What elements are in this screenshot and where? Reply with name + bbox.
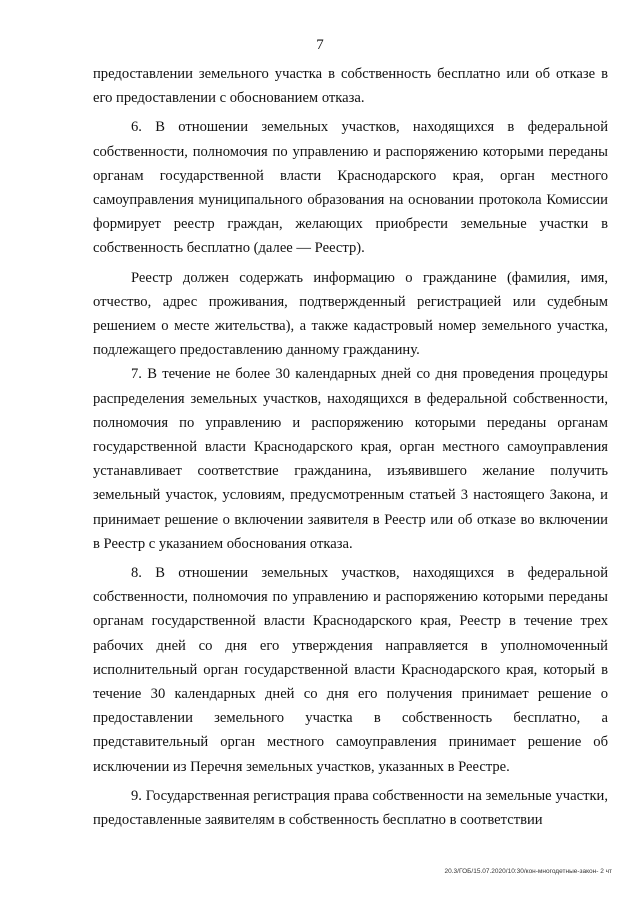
paragraph-registry-content: Реестр должен содержать информацию о гражданине (фамилия, имя, отчество, адрес проживания, подтвержденный регистрацией или судебным решением о месте жительства), а также кадастровый номер земельного участка, подлежащего предоставлению данному гражданину.: [93, 269, 608, 359]
page-number: 7: [316, 37, 324, 53]
document-body: [93, 62, 608, 832]
paragraph-item-9: 9. Государственная регистрация права собственности на земельные участки, предоставленные заявителям в собственность бесплатно в соответствии: [93, 787, 608, 829]
footer-stamp: 20.3/ГОБ/15.07.2020/10:30/кон-многодетные-закон- 2 чт: [444, 868, 612, 875]
paragraph-item-6: 6. В отношении земельных участков, находящихся в федеральной собственности, полномочия по управлению и распоряжению которыми переданы органам государственной власти Краснодарского края, орган местного самоуправления муниципального образования на основании протокола Комиссии формирует реестр граждан, желающих приобрести земельные участки в собственность бесплатно (далее — Реестр).: [93, 119, 608, 257]
paragraph-continuation: предоставлении земельного участка в собственность бесплатно или об отказе в его предоставлении с обоснованием отказа.: [93, 66, 608, 107]
paragraph-item-7: 7. В течение не более 30 календарных дней со дня проведения процедуры распределения земельных участков, находящихся в федеральной собственности, полномочия по управлению и распоряжению которыми переданы органам государственной власти Краснодарского края, орган местного самоуправления устанавливает соответствие гражданина, изъявившего желание получить земельный участок, условиям, предусмотренным статьей 3 настоящего Закона, и принимает решение о включении заявителя в Реестр или об отказе во включении в Реестр с указанием обоснования отказа.: [93, 366, 608, 552]
paragraph-item-8: 8. В отношении земельных участков, находящихся в федеральной собственности, полномочия по управлению и распоряжению которыми переданы органам государственной власти Краснодарского края, Реестр в течение трех рабочих дней со дня его утверждения направляется в уполномоченный исполнительный орган государственной власти Краснодарского края, который в течение 30 календарных дней со дня его получения принимает решение о предоставлении земельного участка в собственность бесплатно, а представительный орган местного самоуправления принимает решение об исключении из Перечня земельных участков, указанных в Реестре.: [93, 565, 608, 775]
